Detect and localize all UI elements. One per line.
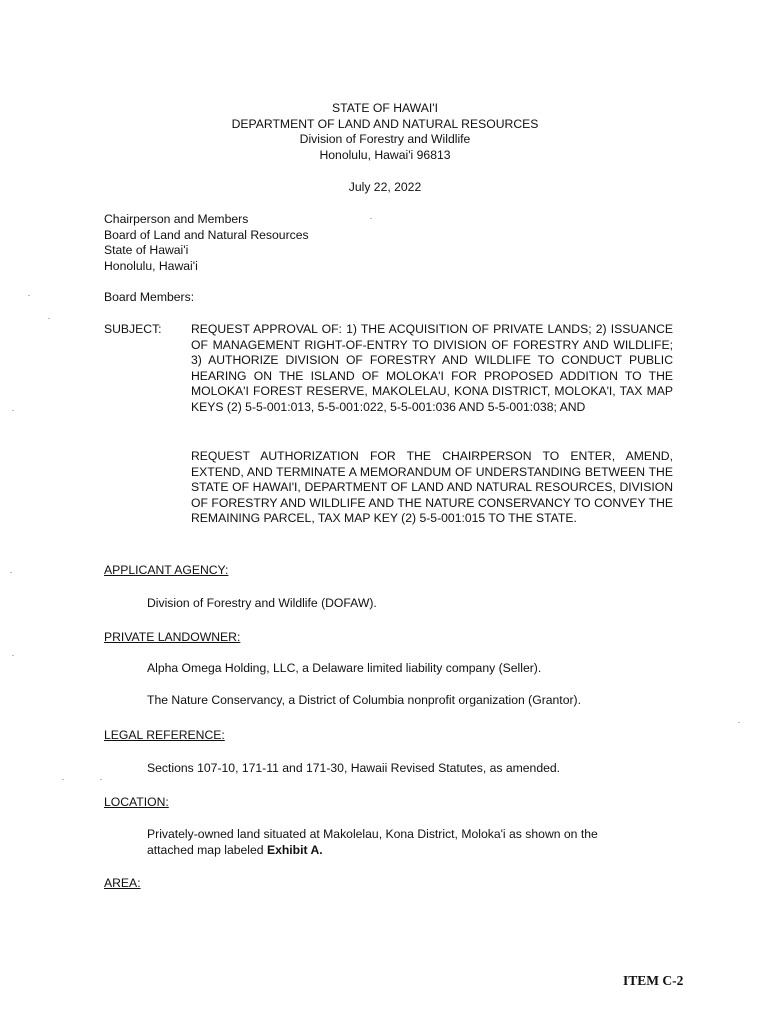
private-landowner-heading: PRIVATE LANDOWNER:	[104, 630, 241, 644]
scan-speck	[738, 722, 740, 723]
landowner-seller-text: Alpha Omega Holding, LLC, a Delaware limited liability company (Seller).	[147, 661, 542, 675]
landowner-grantor-text: The Nature Conservancy, a District of Columbia nonprofit organization (Grantor).	[147, 693, 581, 707]
legal-reference-text: Sections 107-10, 171-11 and 171-30, Hawaii Revised Statutes, as amended.	[147, 761, 561, 775]
scan-speck	[100, 779, 102, 780]
scan-speck	[370, 218, 372, 219]
scan-speck	[10, 572, 12, 573]
applicant-agency-text: Division of Forestry and Wildlife (DOFAW).	[147, 596, 377, 610]
addressee-block	[104, 212, 309, 274]
addressee-line: State of Hawai'i	[104, 243, 189, 257]
location-description: Privately-owned land situated at Makolelau, Kona District, Moloka'i as shown on the attached map labeled	[147, 827, 598, 857]
letterhead-state: STATE OF HAWAI'I	[332, 101, 438, 115]
scan-speck	[48, 318, 50, 319]
letterhead	[0, 101, 770, 163]
addressee-line: Board of Land and Natural Resources	[104, 227, 309, 242]
letterhead-address: Honolulu, Hawai'i 96813	[319, 147, 451, 162]
document-date: July 22, 2022	[348, 180, 422, 194]
legal-reference-heading: LEGAL REFERENCE:	[104, 728, 225, 742]
letterhead-department: DEPARTMENT OF LAND AND NATURAL RESOURCES	[231, 116, 539, 131]
area-heading: AREA:	[104, 876, 141, 890]
salutation: Board Members:	[104, 290, 195, 304]
item-number: ITEM C-2	[623, 973, 684, 988]
scan-speck	[62, 779, 64, 780]
location-text	[147, 827, 647, 858]
subject-paragraph-1: REQUEST APPROVAL OF: 1) THE ACQUISITION OF PRIVATE LANDS; 2) ISSUANCE OF MANAGEMENT RIGHT-OF-ENTRY TO DIVISION OF FORESTRY AND WILDLIFE; 3) AUTHORIZE DIVISION OF FORESTRY AND WILDLIFE TO CONDUCT PUBLIC HEARING ON THE ISLAND OF MOLOKA'I FOR PROPOSED ADDITION TO THE MOLOKA'I FOREST RESERVE, MAKOLELAU, KONA DISTRICT, MOLOKA'I, TAX MAP KEYS (2) 5-5-001:013, 5-5-001:022, 5-5-001:036 AND 5-5-001:038; AND	[191, 322, 673, 414]
letterhead-division: Division of Forestry and Wildlife	[299, 132, 471, 146]
subject-label: SUBJECT:	[104, 322, 162, 336]
addressee-line: Chairperson and Members	[104, 212, 249, 226]
scan-speck	[12, 410, 14, 411]
scan-speck	[28, 295, 30, 296]
applicant-agency-heading: APPLICANT AGENCY:	[104, 563, 229, 577]
subject-paragraph-2: REQUEST AUTHORIZATION FOR THE CHAIRPERSON TO ENTER, AMEND, EXTEND, AND TERMINATE A MEMORANDUM OF UNDERSTANDING BETWEEN THE STATE OF HAWAI'I, DEPARTMENT OF LAND AND NATURAL RESOURCES, DIVISION OF FORESTRY AND WILDLIFE AND THE NATURE CONSERVANCY TO CONVEY THE REMAINING PARCEL, TAX MAP KEY (2) 5-5-001:015 TO THE STATE.	[191, 449, 673, 525]
location-heading: LOCATION:	[104, 795, 169, 809]
exhibit-a-reference: Exhibit A.	[266, 842, 323, 857]
addressee-line: Honolulu, Hawai'i	[104, 258, 198, 273]
scan-speck	[12, 655, 14, 656]
